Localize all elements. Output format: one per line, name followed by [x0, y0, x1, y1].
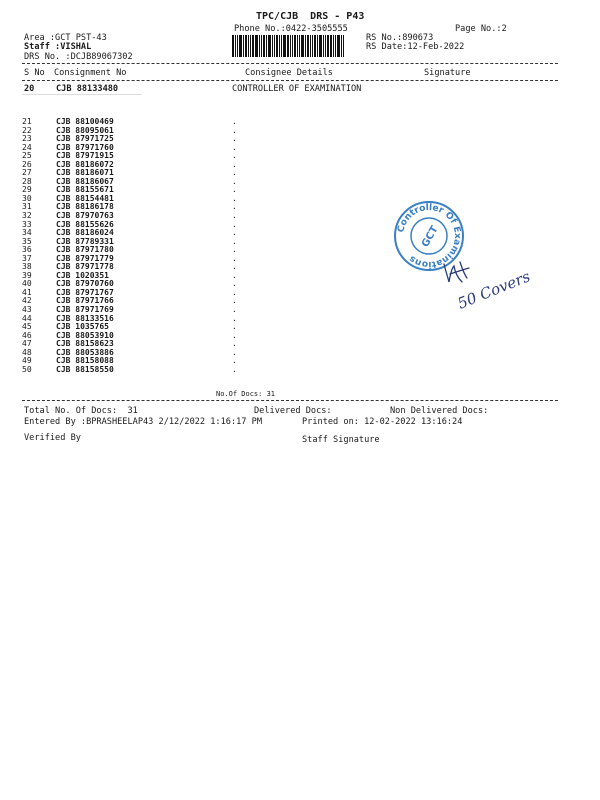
delivered-docs: Delivered Docs: [254, 406, 332, 416]
barcode-bar [245, 35, 247, 57]
row-consignee-mark: . [232, 313, 237, 323]
row-consignee-mark: . [232, 142, 237, 152]
staff-signature: Staff Signature [302, 435, 380, 445]
no-of-docs: No.Of Docs: 31 [216, 390, 276, 398]
row-consignee-mark: . [232, 176, 237, 186]
row-consignment: CJB 87970763 [56, 211, 114, 221]
barcode-bar [323, 35, 324, 57]
table-row [22, 366, 352, 375]
row-sno: 43 [22, 305, 32, 315]
handwritten-signature [440, 256, 472, 286]
row-consignment: CJB 87971725 [56, 134, 114, 144]
barcode-bar [292, 35, 293, 57]
row-consignment: CJB 87971766 [56, 296, 114, 306]
stamp-center-text: GCT [419, 224, 441, 250]
row-consignment: CJB 87971779 [56, 253, 114, 263]
barcode-bar [327, 35, 329, 57]
row-consignment: CJB 87971780 [56, 245, 114, 255]
barcode-bar [274, 35, 275, 57]
barcode-bar [250, 35, 251, 57]
row-sno: 24 [22, 142, 32, 152]
row-consignee-mark: . [232, 296, 237, 306]
row-consignment: CJB 88154481 [56, 193, 114, 203]
row-consignee-mark: . [232, 185, 237, 195]
row-consignee-mark: . [232, 211, 237, 221]
barcode-bar [279, 35, 280, 57]
barcode-bar [263, 35, 265, 57]
barcode-bar [287, 35, 289, 57]
row-consignment: CJB 1020351 [56, 270, 109, 280]
row-consignment: CJB 88186024 [56, 228, 114, 238]
row-sno: 31 [22, 202, 32, 212]
row-consignment: CJB 87971760 [56, 142, 114, 152]
row-sno: 35 [22, 236, 32, 246]
barcode-bar [268, 35, 271, 57]
row-sno: 28 [22, 176, 32, 186]
row-sno: 32 [22, 211, 32, 221]
barcode-bar [317, 35, 318, 57]
barcode-bar [281, 35, 282, 57]
row-consignee-mark: . [232, 279, 237, 289]
row-consignee-mark: . [232, 253, 237, 263]
row-consignee-mark: . [232, 330, 237, 340]
first-row-consignee: CONTROLLER OF EXAMINATION [232, 84, 362, 94]
row-consignee-mark: . [232, 270, 237, 280]
row-consignee-mark: . [232, 159, 237, 169]
barcode-bar [252, 35, 254, 57]
row-consignment: CJB 87789331 [56, 236, 114, 246]
barcode-bar [243, 35, 244, 57]
barcode-bar [335, 35, 336, 57]
row-consignment: CJB 88186067 [56, 176, 114, 186]
row-sno: 38 [22, 262, 32, 272]
row-sno: 50 [22, 364, 32, 374]
row-consignee-mark: . [232, 322, 237, 332]
row-consignee-mark: . [232, 356, 237, 366]
row-sno: 33 [22, 219, 32, 229]
barcode-bar [276, 35, 278, 57]
barcode-bar [330, 35, 332, 57]
rs-date: RS Date:12-Feb-2022 [366, 42, 465, 52]
row-consignment: CJB 88186072 [56, 159, 114, 169]
page-number: Page No.:2 [455, 24, 507, 34]
row-sno: 36 [22, 245, 32, 255]
row-sno: 48 [22, 347, 32, 357]
barcode-bar [290, 35, 291, 57]
barcode-bar [307, 35, 309, 57]
row-sno: 34 [22, 228, 32, 238]
barcode-bar [337, 35, 340, 57]
row-consignee-mark: . [232, 236, 237, 246]
row-consignee-mark: . [232, 125, 237, 135]
consignment-list [22, 118, 352, 374]
barcode-bar [314, 35, 316, 57]
row-sno: 21 [22, 117, 32, 126]
row-sno: 42 [22, 296, 32, 306]
barcode-bar [283, 35, 286, 57]
barcode-bar [325, 35, 326, 57]
barcode-bar [333, 35, 334, 57]
barcode-bar [301, 35, 304, 57]
total-docs: Total No. Of Docs: 31 [24, 406, 138, 416]
barcode [232, 35, 356, 57]
row-consignment: CJB 1035765 [56, 322, 109, 332]
barcode-bar [310, 35, 311, 57]
row-sno: 23 [22, 134, 32, 144]
entered-by: Entered By :BPRASHEELAP43 2/12/2022 1:16:17 PM [24, 417, 262, 427]
row-consignment: CJB 88053910 [56, 330, 114, 340]
row-consignee-mark: . [232, 202, 237, 212]
barcode-bar [237, 35, 238, 57]
barcode-bar [259, 35, 260, 57]
column-sno: S No [24, 68, 45, 78]
row-consignee-mark: . [232, 287, 237, 297]
barcode-bar [232, 35, 234, 57]
document-title: TPC/CJB DRS - P43 [256, 11, 365, 22]
row-consignment: CJB 88158550 [56, 364, 114, 374]
barcode-bar [319, 35, 322, 57]
row-consignment: CJB 88095061 [56, 125, 114, 135]
row-consignment: CJB 88053886 [56, 347, 114, 357]
row-underline [22, 94, 142, 95]
row-sno: 40 [22, 279, 32, 289]
barcode-bar [255, 35, 258, 57]
row-sno: 22 [22, 125, 32, 135]
barcode-bar [343, 35, 344, 57]
barcode-bar [235, 35, 236, 57]
row-consignee-mark: . [232, 364, 237, 374]
row-sno: 27 [22, 168, 32, 178]
column-signature: Signature [424, 68, 471, 78]
printed-on: Printed on: 12-02-2022 13:16:24 [302, 417, 463, 427]
row-consignee-mark: . [232, 168, 237, 178]
stamp-outer-text: Controller Of Examinations [396, 202, 463, 270]
barcode-bar [297, 35, 298, 57]
row-sno: 26 [22, 159, 32, 169]
column-consignee: Consignee Details [245, 68, 333, 78]
row-consignment: CJB 88158623 [56, 339, 114, 349]
row-consignment: CJB 88100469 [56, 117, 114, 126]
row-consignee-mark: . [232, 305, 237, 315]
row-sno: 29 [22, 185, 32, 195]
handwritten-note: 50 Covers [455, 267, 533, 313]
row-sno: 46 [22, 330, 32, 340]
barcode-bar [312, 35, 313, 57]
row-consignment: CJB 87971767 [56, 287, 114, 297]
row-sno: 30 [22, 193, 32, 203]
row-consignee-mark: . [232, 228, 237, 238]
row-consignment: CJB 87970760 [56, 279, 114, 289]
first-row-sno: 20 [24, 84, 35, 94]
column-consignment: Consignment No [54, 68, 127, 78]
divider [22, 63, 558, 64]
row-consignee-mark: . [232, 262, 237, 272]
row-consignee-mark: . [232, 339, 237, 349]
barcode-bar [272, 35, 273, 57]
barcode-bar [294, 35, 296, 57]
barcode-bar [261, 35, 262, 57]
row-sno: 49 [22, 356, 32, 366]
row-sno: 25 [22, 151, 32, 161]
row-consignee-mark: . [232, 117, 237, 126]
divider [22, 400, 558, 401]
barcode-bar [299, 35, 300, 57]
row-consignment: CJB 88155626 [56, 219, 114, 229]
barcode-bar [341, 35, 342, 57]
row-sno: 41 [22, 287, 32, 297]
row-consignment: CJB 88155671 [56, 185, 114, 195]
non-delivered-docs: Non Delivered Docs: [390, 406, 489, 416]
row-sno: 37 [22, 253, 32, 263]
area-label: Area :GCT PST-43 [24, 33, 107, 43]
row-sno: 39 [22, 270, 32, 280]
row-consignee-mark: . [232, 134, 237, 144]
barcode-bar [239, 35, 242, 57]
first-row-consignment: CJB 88133480 [56, 84, 119, 94]
row-consignment: CJB 87971769 [56, 305, 114, 315]
row-consignee-mark: . [232, 151, 237, 161]
row-consignee-mark: . [232, 245, 237, 255]
row-consignment: CJB 87971915 [56, 151, 114, 161]
row-consignment: CJB 88133516 [56, 313, 114, 323]
barcode-bar [266, 35, 267, 57]
row-consignee-mark: . [232, 219, 237, 229]
rs-number: RS No.:890673 [366, 33, 434, 43]
row-consignee-mark: . [232, 347, 237, 357]
row-consignment: CJB 88186178 [56, 202, 114, 212]
row-sno: 47 [22, 339, 32, 349]
divider [22, 80, 558, 81]
row-consignment: CJB 88186071 [56, 168, 114, 178]
row-consignment: CJB 88158088 [56, 356, 114, 366]
barcode-bar [248, 35, 249, 57]
phone-number: Phone No.:0422-3505555 [234, 24, 348, 34]
row-consignee-mark: . [232, 193, 237, 203]
row-sno: 44 [22, 313, 32, 323]
barcode-bar [305, 35, 306, 57]
row-sno: 45 [22, 322, 32, 332]
row-consignment: CJB 87971778 [56, 262, 114, 272]
verified-by: Verified By [24, 433, 81, 443]
staff-label: Staff :VISHAL [24, 42, 92, 52]
drs-number: DRS No. :DCJB89067302 [24, 52, 133, 62]
